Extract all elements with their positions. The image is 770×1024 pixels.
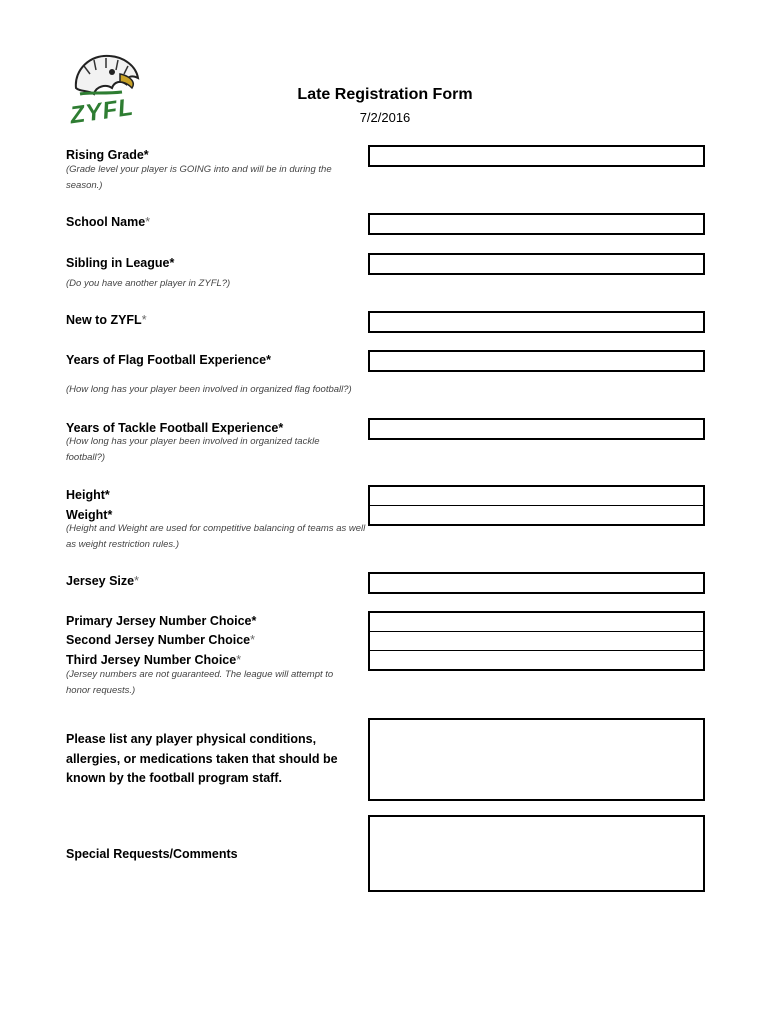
height-weight-note: (Height and Weight are used for competitive balancing of teams as well as weight restriction rules.)	[66, 523, 366, 550]
rising-grade-label: Rising Grade*	[66, 148, 149, 162]
flag-experience-label: Years of Flag Football Experience*	[66, 353, 271, 367]
tackle-experience-label: Years of Tackle Football Experience*	[66, 421, 284, 435]
height-label: Height*	[66, 488, 110, 502]
sibling-field[interactable]	[368, 253, 705, 275]
height-field[interactable]	[370, 487, 703, 506]
second-jersey-field[interactable]	[370, 632, 703, 651]
tackle-experience-note: (How long has your player been involved in organized tackle football?)	[66, 436, 320, 463]
weight-label: Weight*	[66, 508, 113, 522]
page-title: Late Registration Form	[297, 86, 473, 103]
form-date: 7/2/2016	[359, 110, 411, 125]
jersey-size-label: Jersey Size*	[66, 574, 139, 588]
rising-grade-field[interactable]	[368, 145, 705, 167]
jersey-note: (Jersey numbers are not guaranteed. The league will attempt to honor requests.)	[66, 669, 334, 696]
primary-jersey-field[interactable]	[370, 613, 703, 632]
jersey-number-fields	[368, 611, 705, 671]
rising-grade-note: (Grade level your player is GOING into and will be in during the season.)	[66, 164, 332, 191]
third-jersey-label: Third Jersey Number Choice*	[66, 653, 242, 667]
third-jersey-field[interactable]	[370, 651, 703, 669]
new-to-zyfl-field[interactable]	[368, 311, 705, 333]
school-name-field[interactable]	[368, 213, 705, 235]
logo-text: ZYFL	[68, 93, 136, 130]
weight-field[interactable]	[370, 506, 703, 524]
new-to-zyfl-label: New to ZYFL*	[66, 313, 147, 327]
flag-experience-field[interactable]	[368, 350, 705, 372]
medical-conditions-field[interactable]	[368, 718, 705, 801]
jersey-size-field[interactable]	[368, 572, 705, 594]
sibling-label: Sibling in League*	[66, 256, 175, 270]
school-name-label: School Name*	[66, 215, 151, 229]
flag-experience-note: (How long has your player been involved in organized flag football?)	[66, 384, 352, 395]
second-jersey-label: Second Jersey Number Choice*	[66, 633, 255, 647]
primary-jersey-label: Primary Jersey Number Choice*	[66, 614, 257, 628]
height-weight-fields	[368, 485, 705, 526]
sibling-note: (Do you have another player in ZYFL?)	[66, 278, 231, 289]
tackle-experience-field[interactable]	[368, 418, 705, 440]
medical-conditions-label: Please list any player physical conditions, allergies, or medications taken that should be known by the football program staff.	[66, 732, 338, 785]
special-requests-field[interactable]	[368, 815, 705, 892]
special-requests-label: Special Requests/Comments	[66, 847, 238, 861]
